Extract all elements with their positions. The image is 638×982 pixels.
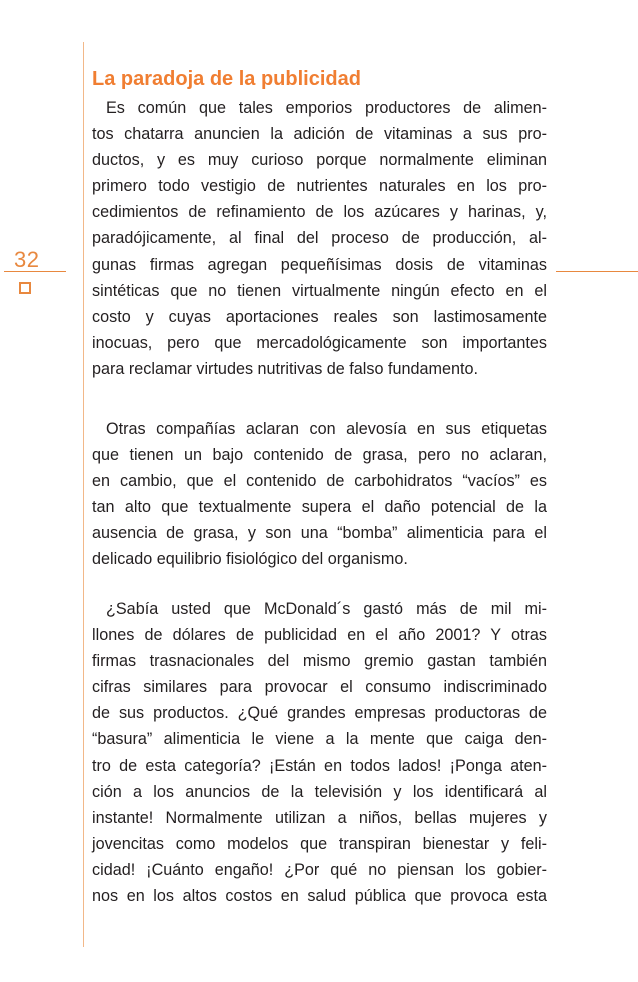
text-line: firmas trasnacionales del mismo gremio gastan también xyxy=(92,652,547,671)
text-line: ¿Sabía usted que McDonald´s gastó más de mil mi- xyxy=(106,600,547,618)
paragraph-1 xyxy=(92,95,547,382)
paragraph-3 xyxy=(92,596,547,909)
text-line: cedimientos de refinamiento de los azúcares y harinas, y, xyxy=(92,203,547,222)
text-line: cidad! ¡Cuánto engaño! ¿Por qué no piensan los gobier- xyxy=(92,860,547,879)
paragraph-2 xyxy=(92,416,547,573)
page-number-rule xyxy=(4,271,66,272)
text-line: ausencia de grasa, y son una “bomba” alimenticia para el xyxy=(92,524,547,543)
square-marker-icon xyxy=(19,282,31,294)
section-heading: La paradoja de la publicidad xyxy=(92,68,361,90)
text-line: tos chatarra anuncien la adición de vitaminas a sus pro- xyxy=(92,125,547,144)
text-line: inocuas, pero que mercadológicamente son importantes xyxy=(92,333,547,352)
text-line: ductos, y es muy curioso porque normalmente eliminan xyxy=(92,151,547,170)
text-line: tro de esta categoría? ¡Están en todos lados! ¡Ponga aten- xyxy=(92,756,547,775)
text-line: ción a los anuncios de la televisión y los identificará al xyxy=(92,782,547,801)
right-margin-rule xyxy=(556,271,638,272)
text-line: para reclamar virtudes nutritivas de falso fundamento. xyxy=(92,359,478,378)
text-line: paradójicamente, al final del proceso de producción, al- xyxy=(92,229,547,248)
page-number: 32 xyxy=(14,247,40,272)
text-line: primero todo vestigio de nutrientes naturales en los pro- xyxy=(92,177,547,196)
text-line: instante! Normalmente utilizan a niños, bellas mujeres y xyxy=(92,808,547,827)
text-line: delicado equilibrio fisiológico del organismo. xyxy=(92,550,408,569)
text-line: jovencitas como modelos que transpiran bienestar y feli- xyxy=(92,834,547,853)
text-line: “basura” alimenticia le viene a la mente que caiga den- xyxy=(92,730,547,749)
text-line: Es común que tales emporios productores de alimen- xyxy=(106,99,547,117)
text-line: que tienen un bajo contenido de grasa, pero no aclaran, xyxy=(92,446,547,465)
text-line: tan alto que textualmente supera el daño potencial de la xyxy=(92,498,547,517)
margin-rule xyxy=(83,42,84,947)
text-line: sintéticas que no tienen virtualmente ningún efecto en el xyxy=(92,281,547,300)
text-line: Otras compañías aclaran con alevosía en sus etiquetas xyxy=(106,420,547,438)
text-line: cifras similares para provocar el consumo indiscriminado xyxy=(92,678,547,697)
text-line: costo y cuyas aportaciones reales son lastimosamente xyxy=(92,307,547,326)
text-line: en cambio, que el contenido de carbohidratos “vacíos” es xyxy=(92,472,547,491)
text-line: nos en los altos costos en salud pública que provoca esta xyxy=(92,887,547,906)
text-line: de sus productos. ¿Qué grandes empresas productoras de xyxy=(92,704,547,723)
text-line: llones de dólares de publicidad en el año 2001? Y otras xyxy=(92,626,547,645)
text-line: gunas firmas agregan pequeñísimas dosis de vitaminas xyxy=(92,255,547,274)
